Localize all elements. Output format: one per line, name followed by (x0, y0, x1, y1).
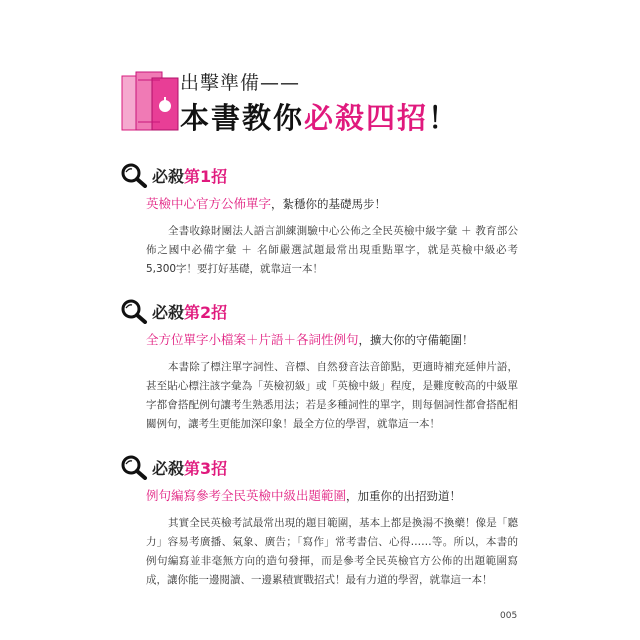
section-heading (118, 298, 518, 324)
section-title-number: 第2招 (184, 303, 228, 322)
tagline-highlight: 英檢中心官方公佈單字 (146, 196, 272, 211)
section-title (152, 456, 227, 479)
tagline-rest: ，加重你的出招勁道！ (346, 489, 462, 503)
magnifier-icon (120, 298, 148, 324)
section-1 (118, 162, 518, 279)
section-title-plain: 必殺 (152, 459, 185, 478)
magnifier-icon (120, 162, 148, 188)
page-header (118, 62, 538, 142)
section-title (152, 300, 227, 323)
tagline-highlight: 全方位單字小檔案＋片語＋各詞性例句 (146, 332, 359, 347)
section-title-plain: 必殺 (152, 303, 185, 322)
tagline-highlight: 例句編寫參考全民英檢中級出題範圍 (146, 488, 347, 503)
header-title (180, 96, 459, 137)
header-title-highlight: 必殺四招 (304, 101, 429, 135)
section-tagline (146, 330, 518, 348)
section-body: 本書除了標注單字詞性、音標、自然發音法音節點，更適時補充延伸片語，甚至貼心標注該字彙為「英檢初級」或「英檢中級」程度，是難度較高的中級單字都會搭配例句讓考生熟悉用法；若是多種詞性的單字，則每個詞性都會搭配相關例句，讓考生更能加深印象！最全方位的學習，就靠這一本！ (146, 361, 518, 430)
tagline-rest: ，擴大你的守備範圍！ (358, 333, 474, 347)
section-3 (118, 454, 518, 590)
section-title (152, 164, 227, 187)
header-title-end: ！ (428, 101, 460, 135)
page-number: 005 (500, 611, 518, 621)
section-body: 其實全民英檢考試最常出現的題目範圍，基本上都是換湯不換藥！像是「聽力」容易考廣播、氣象、廣告；「寫作」常考書信、心得……等。所以，本書的例句編寫並非毫無方向的造句發揮，而是參考全民英檢官方公佈的出題範圍寫成，讓你能一邊閱讀、一邊累積實戰招式！最有力道的學習，就靠這一本！ (146, 517, 518, 586)
section-2 (118, 298, 518, 434)
section-heading (118, 162, 518, 188)
section-body: 全書收錄財團法人語言訓練測驗中心公佈之全民英檢中級字彙 ＋ 教育部公佈之國中必備字彙 ＋ 名師嚴選試題最常出現重點單字，就是英檢中級必考5,300字！要打好基礎，就靠這一本！ (146, 225, 518, 275)
section-title-plain: 必殺 (152, 167, 185, 186)
section-title-number: 第3招 (184, 459, 228, 478)
books-icon (118, 68, 182, 134)
header-subtitle: 出擊準備—— (180, 72, 301, 94)
tagline-rest: ，紮穩你的基礎馬步！ (271, 197, 387, 211)
magnifier-icon (120, 454, 148, 480)
section-title-number: 第1招 (184, 167, 228, 186)
section-tagline (146, 486, 518, 504)
section-heading (118, 454, 518, 480)
header-title-plain: 本書教你 (180, 101, 305, 135)
section-tagline (146, 194, 518, 212)
